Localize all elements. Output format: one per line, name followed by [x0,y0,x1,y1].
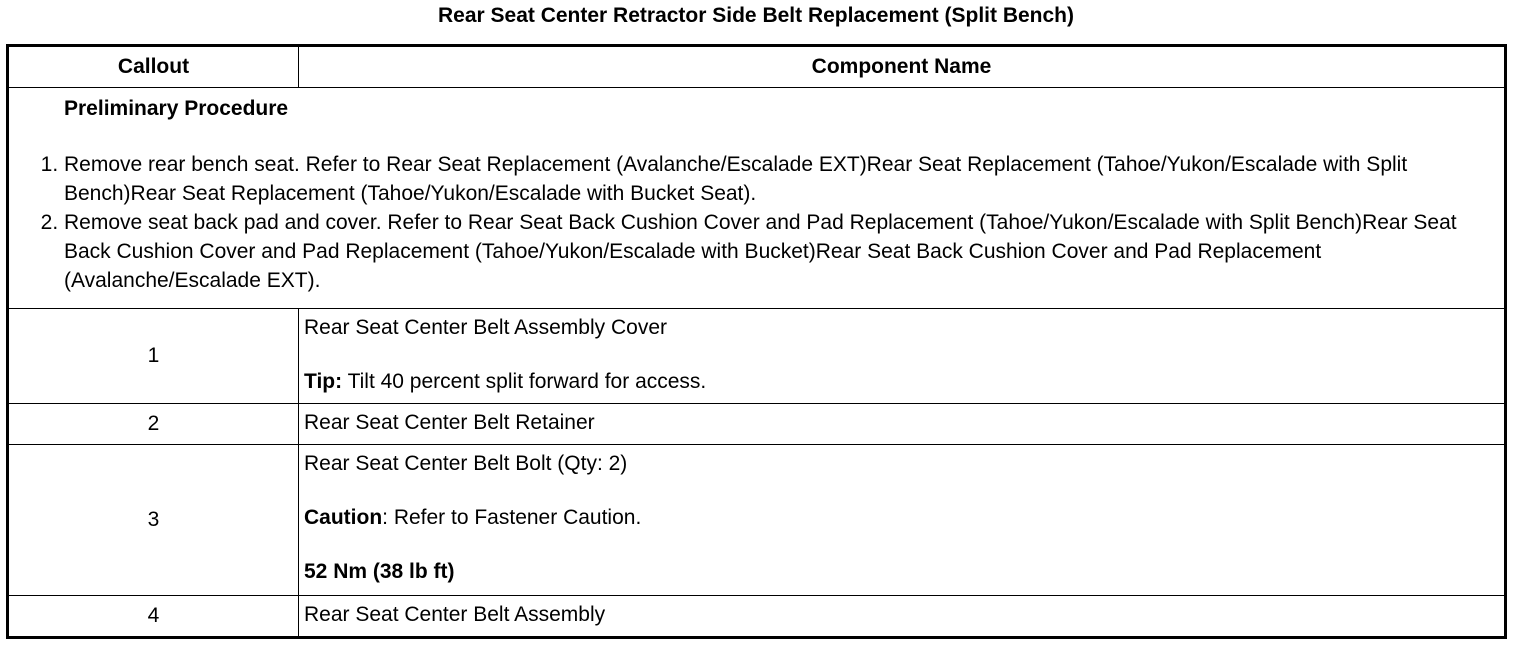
callout-number: 1 [8,309,299,404]
callout-number: 4 [8,596,299,638]
preliminary-procedure-heading: Preliminary Procedure [64,97,289,120]
preliminary-procedure-row [8,88,1506,309]
callout-number: 2 [8,404,299,445]
component-name: Rear Seat Center Belt Bolt (Qty: 2) [304,452,628,475]
component-cell [299,404,1506,445]
caution-note [304,505,1498,531]
preliminary-step: 2. Remove seat back pad and cover. Refer to Rear Seat Back Cushion Cover and Pad Replacement (Tahoe/Yukon/Escalade with Split Bench)Rear Seat Back Cushion Cover and Pad Replacement (Tahoe/Yukon/Escalade with Bucket)Rear Seat Back Cushion Cover and Pad Replacement (Avalanche/Escalade EXT). [64,208,1490,295]
preliminary-steps-list [27,150,1490,295]
tip-text: Tilt 40 percent split forward for access. [342,370,707,393]
callout-column-header: Callout [8,46,299,88]
component-column-header: Component Name [299,46,1506,88]
table-row [8,404,1506,445]
caution-label: Caution [304,506,383,529]
preliminary-step: 1. Remove rear bench seat. Refer to Rear Seat Replacement (Avalanche/Escalade EXT)Rear Seat Replacement (Tahoe/Yukon/Escalade with Split Bench)Rear Seat Replacement (Tahoe/Yukon/Escalade with Bucket Seat). [64,150,1490,208]
table-row [8,445,1506,596]
callout-number: 3 [8,445,299,596]
caution-text: : Refer to Fastener Caution. [382,506,642,529]
component-name: Rear Seat Center Belt Assembly Cover [304,316,667,339]
component-name: Rear Seat Center Belt Retainer [304,411,595,434]
component-cell [299,596,1506,638]
component-cell [299,445,1506,596]
table-header-row [8,46,1506,88]
component-cell [299,309,1506,404]
document-title: Rear Seat Center Retractor Side Belt Replacement (Split Bench) [437,4,1074,27]
tip-label: Tip: [304,370,343,393]
component-name: Rear Seat Center Belt Assembly [304,603,606,626]
component-table [6,44,1507,639]
tip-note [304,369,1498,395]
torque-spec: 52 Nm (38 lb ft) [304,560,455,583]
preliminary-procedure-cell [8,88,1506,309]
table-row [8,309,1506,404]
table-row [8,596,1506,638]
